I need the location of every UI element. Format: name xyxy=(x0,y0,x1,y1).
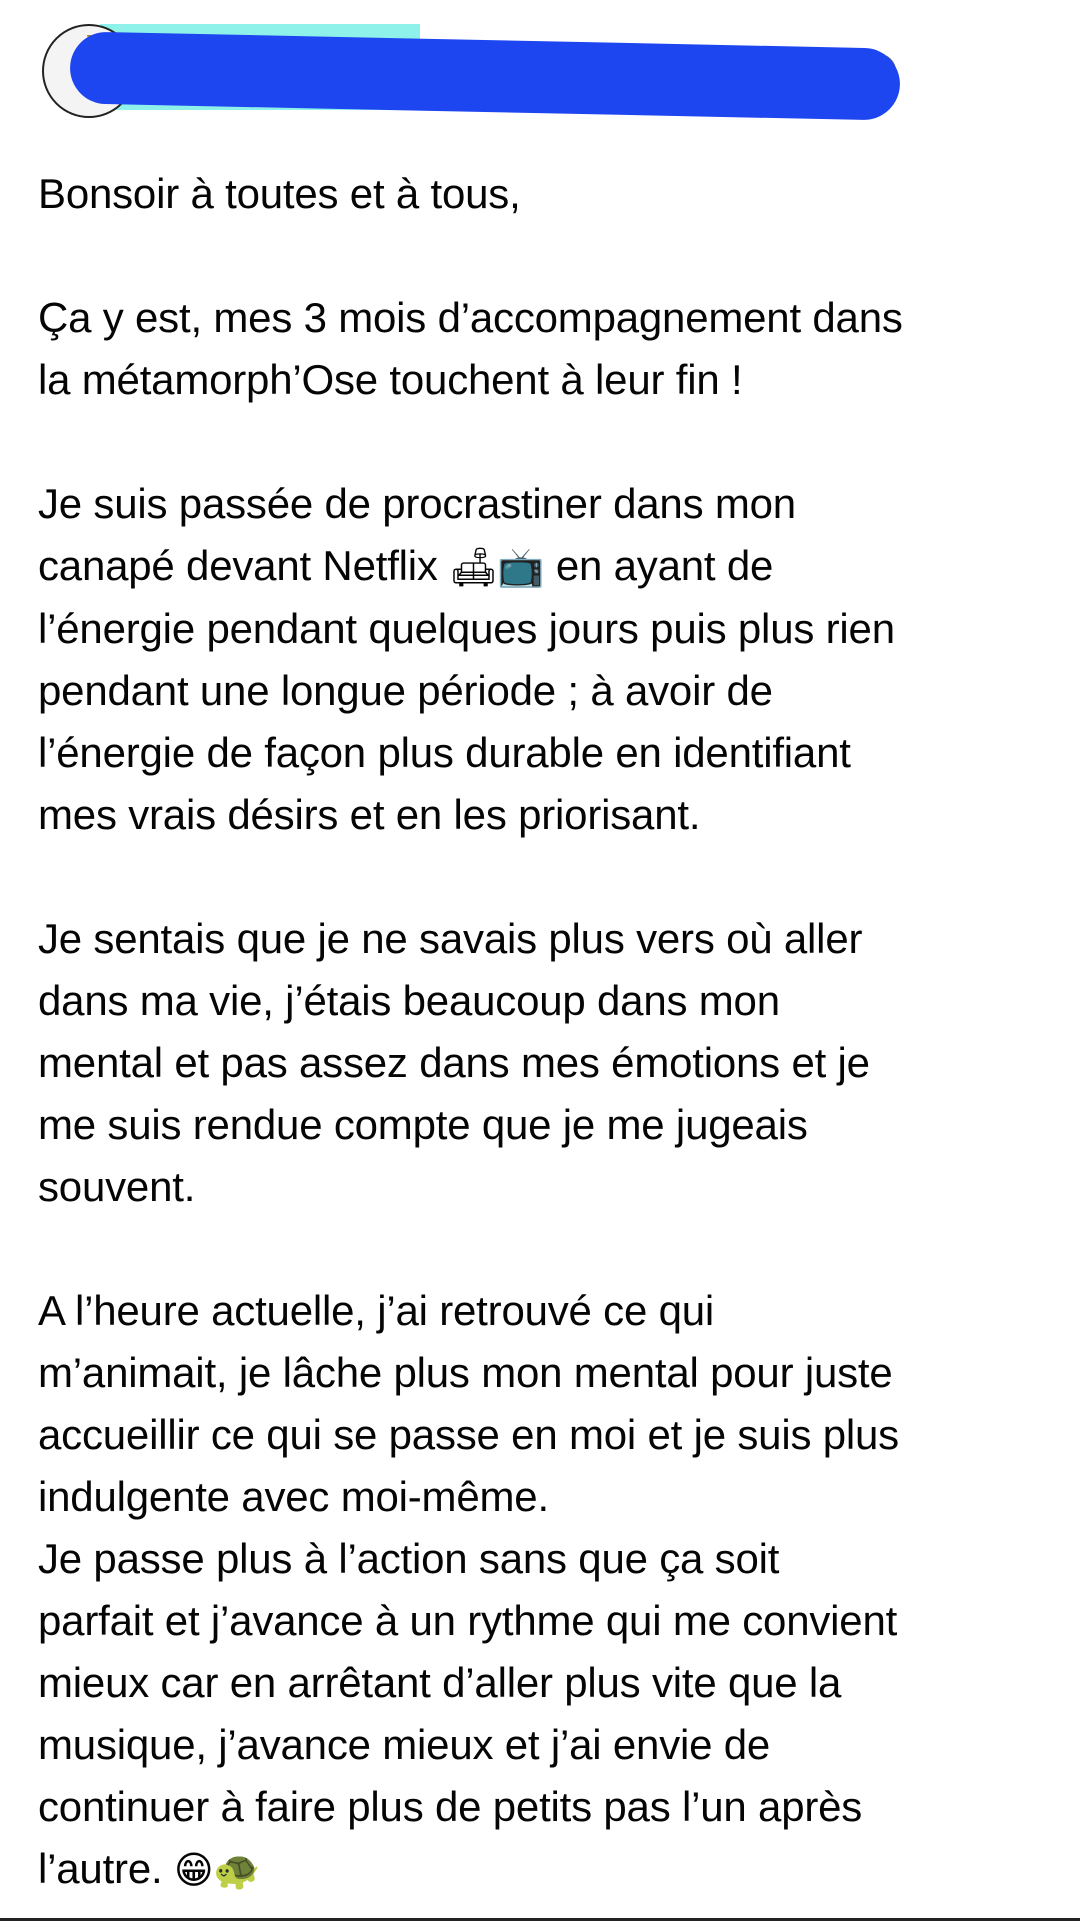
post-line: musique, j’avance mieux et j’ai envie de xyxy=(38,1721,771,1768)
post-line: Je suis passée de procrastiner dans mon xyxy=(38,480,796,527)
post-line: parfait et j’avance à un rythme qui me convient xyxy=(38,1597,898,1644)
post-line: l’énergie pendant quelques jours puis plus rien xyxy=(38,605,895,652)
post-line xyxy=(38,1838,1048,1901)
post-line: Ça y est, mes 3 mois d’accompagnement dans xyxy=(38,294,903,341)
post-line: Je passe plus à l’action sans que ça soit xyxy=(38,1535,780,1582)
post-line: mes vrais désirs et en les priorisant. xyxy=(38,791,701,838)
post-line: A l’heure actuelle, j’ai retrouvé ce qui xyxy=(38,1287,715,1334)
post-line: Bonsoir à toutes et à tous, xyxy=(38,170,521,217)
post-line: indulgente avec moi-même. xyxy=(38,1473,549,1520)
post-line: l’énergie de façon plus durable en identifiant xyxy=(38,729,851,776)
post-line: mieux car en arrêtant d’aller plus vite que la xyxy=(38,1659,842,1706)
post-line: m’animait, je lâche plus mon mental pour juste xyxy=(38,1349,893,1396)
post-line: continuer à faire plus de petits pas l’un après xyxy=(38,1783,863,1830)
post-text xyxy=(38,163,1048,1901)
post-line: me suis rendue compte que je me jugeais xyxy=(38,1101,808,1148)
couch-tv-emoji: 🛋📺 xyxy=(449,545,545,589)
post-line: dans ma vie, j’étais beaucoup dans mon xyxy=(38,977,780,1024)
post-text-segment: en ayant de xyxy=(544,542,774,589)
post-text-segment: l’autre. xyxy=(38,1845,174,1892)
post-line: Je sentais que je ne savais plus vers où aller xyxy=(38,915,863,962)
post-line: mental et pas assez dans mes émotions et je xyxy=(38,1039,870,1086)
post-line: souvent. xyxy=(38,1163,196,1210)
post-line: pendant une longue période ; à avoir de xyxy=(38,667,773,714)
post-line xyxy=(38,535,1048,598)
post-header xyxy=(0,0,1080,150)
post-line: accueillir ce qui se passe en moi et je suis plus xyxy=(38,1411,899,1458)
grin-turtle-emoji: 😁🐢 xyxy=(173,1848,261,1892)
post-line: la métamorph’Ose touchent à leur fin ! xyxy=(38,356,743,403)
post-text-segment: canapé devant Netflix xyxy=(38,542,450,589)
